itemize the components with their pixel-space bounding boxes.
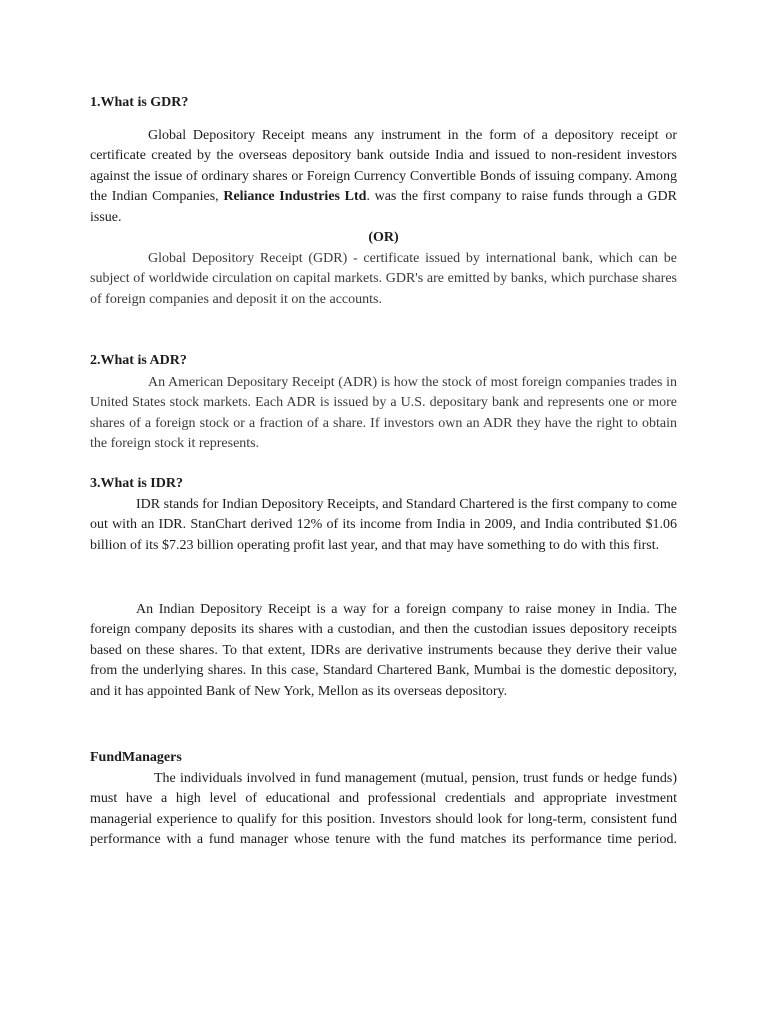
section-heading-gdr: 1.What is GDR? bbox=[90, 95, 189, 110]
idr-paragraph-2 bbox=[90, 600, 677, 702]
reliance-industries-bold: Reliance Industries Ltd bbox=[223, 189, 367, 205]
gdr-paragraph-1-text: Global Depository Receipt means any instrument in the form of a depository receipt or certificate created by the overseas depository bank outside India and issued to non-resident investors against the issue of ordinary shares or Foreign Currency Convertible Bonds of issuing company. Among the Indian Companies, bbox=[90, 128, 677, 205]
idr-paragraph-2-text: An Indian Depository Receipt is a way for a foreign company to raise money in India. The foreign company deposits its shares with a custodian, and then the custodian issues depository receipts based on these shares. To that extent, IDRs are derivative instruments because they derive their value from the underlying shares. In this case, Standard Chartered Bank, Mumbai is the domestic depository, and it has appointed Bank of New York, Mellon as its overseas depository. bbox=[90, 602, 677, 699]
fund-managers-paragraph bbox=[90, 769, 677, 851]
or-separator: (OR) bbox=[368, 230, 399, 245]
gdr-paragraph-2-text: Global Depository Receipt (GDR) - certificate issued by international bank, which can be subject of worldwide circulation on capital markets. GDR's are emitted by banks, which purchase shares of foreign companies and deposit it on the accounts. bbox=[90, 251, 677, 307]
idr-paragraph-1 bbox=[90, 495, 677, 556]
adr-paragraph-text: An American Depositary Receipt (ADR) is how the stock of most foreign companies trades in United States stock markets. Each ADR is issued by a U.S. depositary bank and represents one or more shares of a foreign stock or a fraction of a share. If investors own an ADR they have the right to obtain the foreign stock it represents. bbox=[90, 375, 677, 452]
idr-paragraph-1-text: IDR stands for Indian Depository Receipts, and Standard Chartered is the first company to come out with an IDR. StanChart derived 12% of its income from India in 2009, and India contributed $1.06 billion of its $7.23 billion operating profit last year, and that may have something to do with this first. bbox=[90, 497, 677, 553]
fund-managers-paragraph-text: The individuals involved in fund management (mutual, pension, trust funds or hedge funds) must have a high level of educational and professional credentials and appropriate investment managerial experience to qualify for this position. Investors should look for long-term, consistent fund performance with a fund manager whose tenure with the fund matches its performance time period. bbox=[90, 771, 677, 848]
section-heading-fund-managers: FundManagers bbox=[90, 750, 182, 765]
section-heading-adr: 2.What is ADR? bbox=[90, 353, 187, 368]
gdr-paragraph-1 bbox=[90, 126, 677, 228]
adr-paragraph bbox=[90, 373, 677, 455]
gdr-paragraph-1-end: . was the first company to raise funds through a GDR issue. bbox=[90, 189, 677, 225]
gdr-paragraph-2 bbox=[90, 249, 677, 310]
section-heading-idr: 3.What is IDR? bbox=[90, 476, 183, 491]
